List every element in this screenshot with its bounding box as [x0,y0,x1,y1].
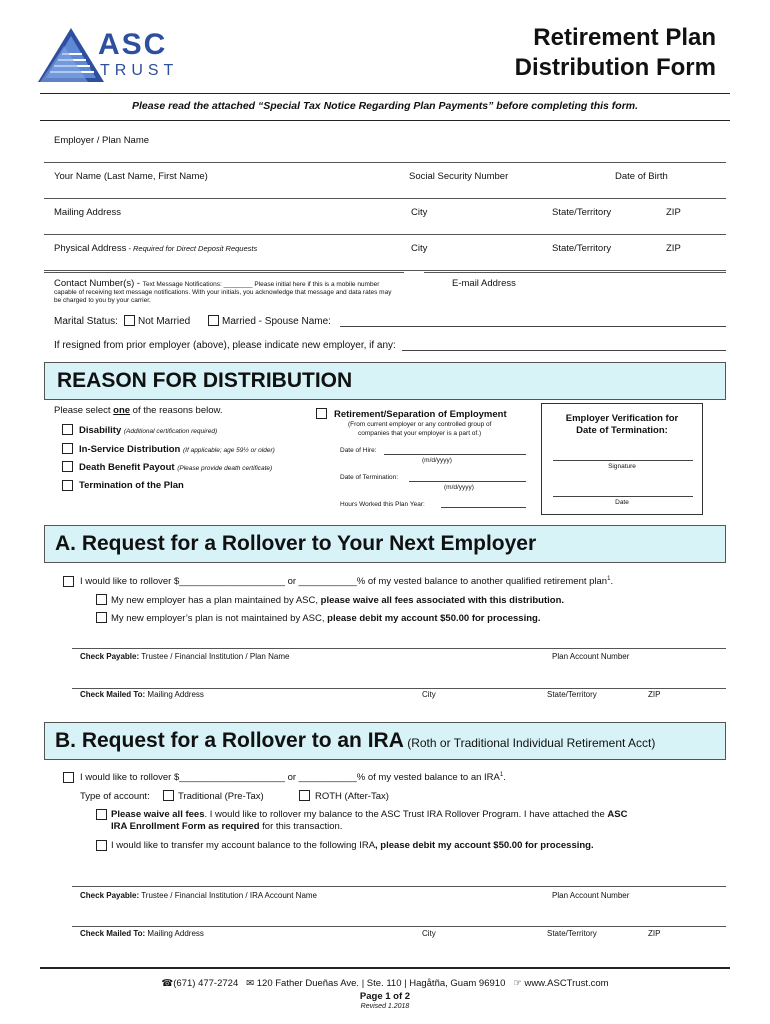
in-service-note: (If applicable; age 59½ or older) [183,447,275,454]
death-benefit-label [79,462,272,473]
rollover-employer-checkbox[interactable] [63,576,74,587]
rollover-employer-text: I would like to rollover $____________________ or ___________% of my vested balance to another qualified retirement plan [80,576,608,588]
ira-enrollment-bold: IRA Enrollment Form as required [111,821,260,832]
mail-icon: ✉ [246,978,255,989]
b-check-mailed-bold: Check Mailed To: [80,929,146,938]
footer-contact [0,978,770,989]
city-label: City [411,207,428,218]
footer-phone: (671) 477-2724 [173,978,239,989]
logo-asc-text: ASC [98,28,168,61]
asc-plan-checkbox[interactable] [96,594,107,605]
a-payable-top-line [72,648,726,649]
mailing-address-field[interactable] [44,234,726,235]
revised-date: Revised 1.2018 [360,1003,410,1010]
b-footnote-marker: 1 [499,772,504,778]
name-ssn-dob-field[interactable] [44,198,726,199]
logo-trust-text: TRUST [100,62,179,79]
b-check-payable-label [80,891,317,900]
spouse-name-field[interactable] [340,326,726,327]
physical-state-label: State/Territory [552,243,612,254]
in-service-label [79,444,275,455]
rollover-employer-period: . [610,576,614,588]
waive-fees-label [111,809,627,820]
asc-plan-text: My new employer has a plan maintained by ASC, [111,595,321,606]
section-b-header [44,722,726,760]
select-post: of the reasons below. [130,405,223,416]
section-a-header [44,525,726,563]
not-asc-plan-text: My new employer’s plan is not maintained by ASC, [111,613,328,624]
retirement-label: Retirement/Separation of Employment [334,409,507,420]
state-label: State/Territory [552,207,612,218]
not-married-checkbox[interactable] [124,315,135,326]
b-mailing-text: Mailing Address [145,929,204,938]
physical-address-note: - Required for Direct Deposit Requests [126,244,258,253]
a-check-payable-bold: Check Payable: [80,652,140,661]
reason-section-title: REASON FOR DISTRIBUTION [57,369,353,392]
not-asc-plan-checkbox[interactable] [96,612,107,623]
asc-plan-bold: please waive all fees associated with this distribution. [320,595,565,606]
physical-address-text: Physical Address [54,243,127,254]
logo-triangle-icon [36,26,106,84]
physical-zip-label: ZIP [666,243,681,254]
a-check-mailed-bold: Check Mailed To: [80,690,146,699]
email-label: E-mail Address [452,278,516,289]
date-hire-label: Date of Hire: [340,447,377,454]
ira-enrollment-text: for this transaction. [259,821,343,832]
transfer-ira-checkbox[interactable] [96,840,107,851]
in-service-text: In-Service Distribution [79,444,181,455]
section-a-title: A. Request for a Rollover to Your Next Employer [55,532,537,555]
text-consent: capable of receiving text message notifications. With your initials, you acknowledge that message and data rates may be charged to you by your carrier. [54,289,392,304]
rollover-ira-period: . [503,772,506,784]
a-state-label: State/Territory [547,690,597,699]
zip-label: ZIP [666,207,681,218]
b-zip-label: ZIP [648,929,661,938]
email-field[interactable] [424,272,726,273]
not-asc-plan-label [111,613,540,624]
not-married-label: Not Married [138,316,191,327]
mailing-address-label: Mailing Address [54,207,122,218]
phone-icon: ☎ [161,978,174,989]
termination-label: Termination of the Plan [79,480,184,491]
date-term-label: Date of Termination: [340,474,399,481]
in-service-checkbox[interactable] [62,443,73,454]
employer-plan-field[interactable] [44,162,726,163]
not-asc-plan-bold: please debit my account $50.00 for processing. [327,613,541,624]
verification-date-label: Date [615,499,629,506]
a-mailing-text: Mailing Address [145,690,204,699]
select-one-label [54,405,222,416]
verification-date-field[interactable] [553,496,693,497]
select-pre: Please select [54,405,114,416]
dob-label: Date of Birth [615,171,668,182]
disability-note: (Additional certification required) [123,428,218,435]
verification-title2: Date of Termination: [576,425,668,436]
section-b-title [55,729,655,753]
select-one-word: one [113,405,131,416]
contact-number-field[interactable] [44,272,404,273]
new-employer-field[interactable] [402,350,726,351]
marital-status-label: Marital Status: [54,316,118,327]
transfer-ira-bold: , please debit my account $50.00 for processing. [375,840,594,851]
form-title-line2: Distribution Form [514,54,716,81]
a-city-label: City [422,690,436,699]
a-mailed-top-line [72,688,726,689]
waive-fees-bold: Please waive all fees [111,809,205,820]
a-check-payable-label [80,652,289,661]
new-employer-label: If resigned from prior employer (above), please indicate new employer, if any: [54,340,396,351]
physical-address-field[interactable] [44,270,726,271]
asc-plan-label [111,595,564,606]
retirement-note2: companies that your employer is a part of.) [358,430,482,437]
rollover-ira-label [80,772,506,783]
section-b-title-sub: (Roth or Traditional Individual Retirement Acct) [403,736,656,750]
waive-fees-text: . I would like to rollover my balance to the ASC Trust IRA Rollover Program. I have attached the [204,809,608,820]
signature-field[interactable] [553,460,693,461]
date-term-format: (m/d/yyyy) [444,484,474,491]
tax-notice: Please read the attached “Special Tax Notice Regarding Plan Payments” before completing this form. [131,100,639,112]
page-number: Page 1 of 2 [359,991,411,1002]
a-check-mailed-label [80,690,204,699]
contact-numbers-text: Contact Number(s) - [54,278,141,289]
employer-plan-label: Employer / Plan Name [54,135,150,146]
ssn-label: Social Security Number [409,171,509,182]
death-benefit-note: (Please provide death certificate) [177,465,273,472]
date-hire-format: (m/d/yyyy) [422,457,452,464]
date-term-field[interactable] [409,481,526,482]
your-name-label: Your Name (Last Name, First Name) [54,171,208,182]
rollover-employer-label [80,576,613,587]
transfer-ira-label [111,840,594,851]
header-divider [40,93,730,94]
b-check-mailed-label [80,929,204,938]
death-benefit-checkbox[interactable] [62,461,73,472]
retirement-note1: (From current employer or any controlled group of [348,421,492,428]
hours-label: Hours Worked this Plan Year: [340,501,425,508]
a-check-payable-text: Trustee / Financial Institution / Plan Name [139,652,290,661]
traditional-label: Traditional (Pre-Tax) [178,791,264,802]
verification-title1: Employer Verification for [565,413,679,424]
b-check-payable-bold: Check Payable: [80,891,140,900]
asc-trust-logo [36,24,186,86]
disability-text: Disability [79,425,122,436]
signature-label: Signature [608,463,636,470]
disability-label [79,425,217,436]
footer-website[interactable]: www.ASCTrust.com [524,978,609,989]
footnote-marker: 1 [607,576,611,582]
text-notifications-text: Text Message Notifications: ________ Please initial here if this is a mobile number [142,281,380,288]
married-spouse-label: Married - Spouse Name: [222,316,331,327]
b-mailed-top-line [72,926,726,927]
b-payable-top-line [72,886,726,887]
web-icon: ☞ [513,978,522,989]
waive-fees-bold2: ASC [607,809,628,820]
retirement-checkbox[interactable] [316,408,327,419]
termination-checkbox[interactable] [62,480,73,491]
disability-checkbox[interactable] [62,424,73,435]
type-account-label: Type of account: [80,791,150,802]
waive-fees-line2 [111,821,342,832]
date-hire-field[interactable] [384,454,526,455]
b-state-label: State/Territory [547,929,597,938]
married-checkbox[interactable] [208,315,219,326]
roth-checkbox[interactable] [299,790,310,801]
contact-numbers-label [54,278,379,289]
a-plan-account-label: Plan Account Number [552,652,630,661]
physical-city-label: City [411,243,428,254]
notice-divider [40,120,730,121]
section-b-title-text: B. Request for a Rollover to an IRA [55,729,404,752]
b-check-payable-text: Trustee / Financial Institution / IRA Account Name [139,891,318,900]
death-benefit-text: Death Benefit Payout [79,462,175,473]
traditional-checkbox[interactable] [163,790,174,801]
a-zip-label: ZIP [648,690,661,699]
physical-address-label [54,243,257,254]
roth-label: ROTH (After-Tax) [315,791,389,802]
footer-address: 120 Father Dueñas Ave. | Ste. 110 | Hagåtña, Guam 96910 [256,978,506,989]
transfer-ira-text: I would like to transfer my account balance to the following IRA [111,840,376,851]
hours-field[interactable] [441,507,526,508]
b-city-label: City [422,929,436,938]
rollover-ira-checkbox[interactable] [63,772,74,783]
rollover-ira-text: I would like to rollover $____________________ or ___________% of my vested balance to an IRA [80,772,500,784]
b-plan-account-label: Plan Account Number [552,891,630,900]
form-title-line1: Retirement Plan [533,24,716,51]
reason-section-header [44,362,726,400]
footer-divider [40,967,730,969]
waive-fees-checkbox[interactable] [96,809,107,820]
